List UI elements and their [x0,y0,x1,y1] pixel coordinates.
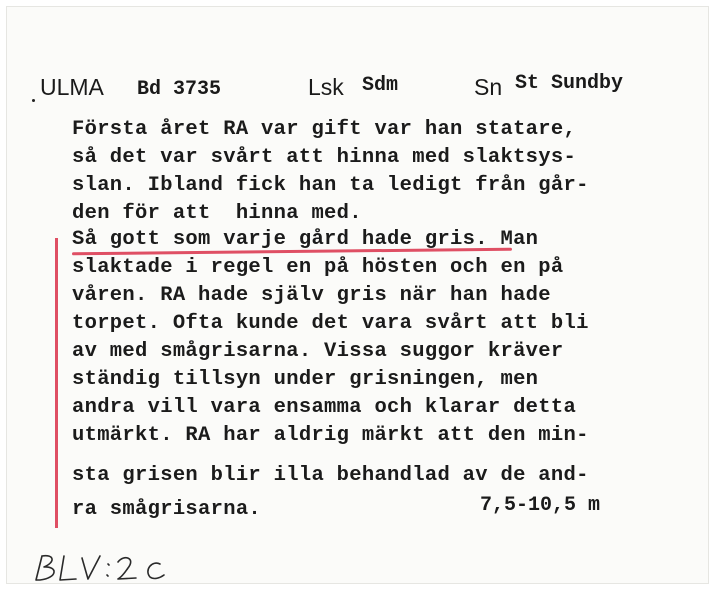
body-line: ra smågrisarna. [72,498,262,521]
body-line: Första året RA var gift var han statare, [72,118,577,141]
body-line: den för att hinna med. [72,202,362,225]
body-line: slaktade i regel en på hösten och en på [72,256,564,279]
socken-label: Sn [474,74,503,100]
body-line: slan. Ibland fick han ta ledigt från går- [72,174,589,197]
landskap-label: Lsk [308,74,344,100]
body-line: utmärkt. RA har aldrig märkt att den min- [72,424,589,447]
handwritten-reference [32,548,212,588]
body-line: torpet. Ofta kunde det vara svårt att bli [72,312,589,335]
socken-value: St Sundby [515,72,624,95]
record-id: Bd 3735 [137,78,222,101]
bullet-dot [32,99,35,102]
body-line: ständig tillsyn under grisningen, men [72,368,539,391]
red-margin-mark [55,238,58,528]
landskap-value: Sdm [362,74,399,97]
page-reference: 7,5-10,5 m [480,494,601,517]
body-line: sta grisen blir illa behandlad av de and- [72,464,589,487]
archive-label: ULMA [40,74,104,100]
body-line: våren. RA hade själv gris när han hade [72,284,551,307]
body-line: Så gott som varje gård hade gris. Man [72,228,539,251]
body-line: så det var svårt att hinna med slaktsys- [72,146,577,169]
body-line: andra vill vara ensamma och klarar detta [72,396,577,419]
body-line: av med smågrisarna. Vissa suggor kräver [72,340,564,363]
